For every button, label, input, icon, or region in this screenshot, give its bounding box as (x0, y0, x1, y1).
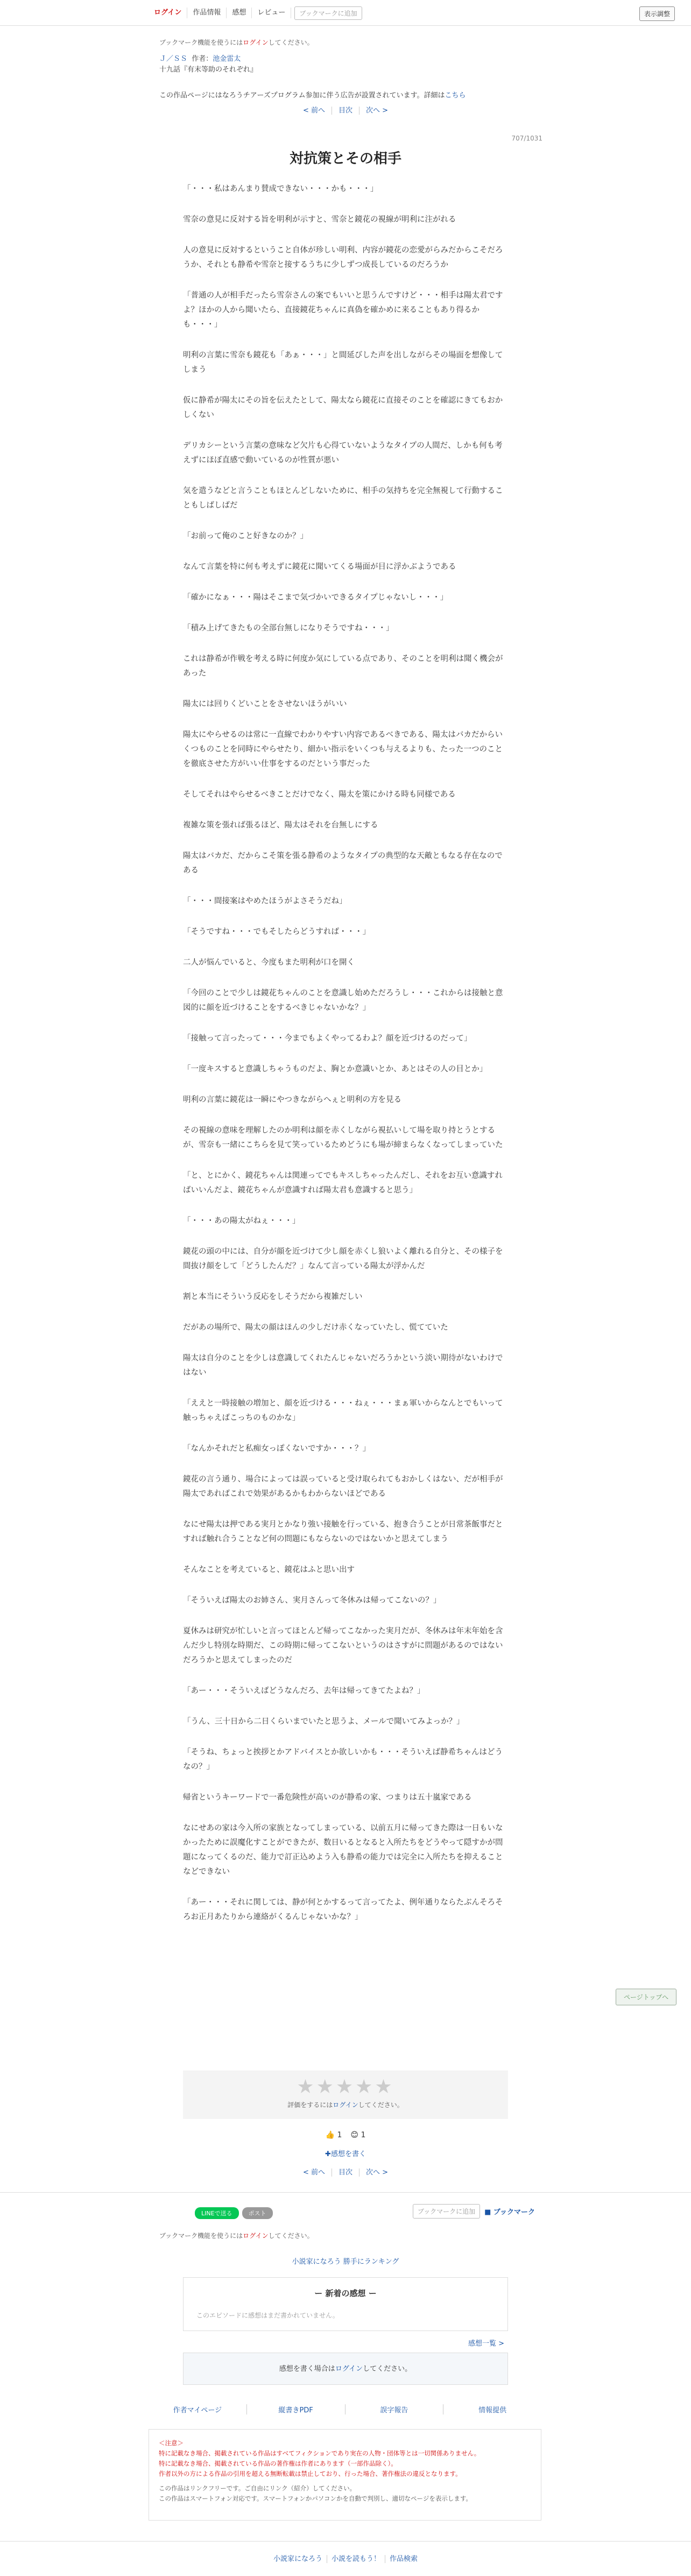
body-paragraph: 「積み上げてきたもの全部台無しになりそうですね・・・」 (183, 624, 394, 633)
review-login-prefix: 感想を書く場合は (279, 2365, 335, 2373)
review-login-box (183, 2353, 508, 2385)
body-paragraph: 陽太にやらせるのは常に一直線でわかりやすい内容であるべきである、陽太はバカだからいくつものことを同時にやらせたり、細かい指示をいくつも与えるよりも、たった一つのことを徹底させた方がいい仕事をするのだという事だった (183, 731, 503, 768)
review-login-link[interactable]: ログイン (335, 2365, 363, 2373)
body-paragraph: なにせあの家は今入所の家族となってしまっている、以前五月に帰ってきた際は一日もいなかったために誤魔化すことができたが、数日いるとなると入所たちをどうやって隠すかが問題になってくるのだ、能力で訂正込めよう入も静希の能力では完全に入所たちを抑えることなどできない (183, 1824, 503, 1876)
body-paragraph: 「・・・私はあんまり賛成できない・・・かも・・・」 (183, 185, 378, 193)
body-paragraph: 鏡花の言う通り、場合によっては誤っていると受け取られてもおかしくはない、だが相手が陽太であればこれで効果があるかもわからないほどである (183, 1475, 503, 1498)
works-link[interactable]: 作品情報 (187, 8, 227, 18)
body-paragraph: 雪奈の意見に反対する旨を明利が示すと、雪奈と鏡花の視線が明利に注がれる (183, 215, 456, 224)
body-paragraph: なんて言葉を特に何も考えずに鏡花に聞いてくる場面が目に浮かぶようである (183, 563, 456, 571)
body-paragraph: 「・・・間接案はやめたほうがよさそうだね」 (183, 897, 347, 906)
reaction-thumbs[interactable]: 👍 1 (325, 2131, 342, 2139)
new-reviews-box (183, 2277, 508, 2331)
share-bar (195, 2207, 273, 2219)
post-share-button[interactable]: ポスト (242, 2207, 273, 2219)
body-paragraph: 「今回のことで少しは鏡花ちゃんのことを意識し始めただろうし・・・これからは接触と意図的に顔を近づけることをするべきじゃないかな？」 (183, 989, 503, 1012)
divider (0, 2192, 691, 2193)
line-share-button[interactable]: LINEで送る (195, 2207, 239, 2219)
rating-suffix: してください。 (358, 2101, 404, 2109)
reviews-list-link[interactable]: 感想一覧 > (468, 2340, 505, 2348)
author-link[interactable]: 池金雷太 (213, 55, 241, 63)
body-paragraph: 「あー・・・そういえばどうなんだろ、去年は帰ってきてたよね？」 (183, 1687, 425, 1695)
display-settings-button[interactable]: 表示調整 (639, 6, 675, 21)
vertical-pdf-link[interactable]: 縦書きPDF (246, 2404, 345, 2414)
novel-info (159, 54, 257, 75)
body-paragraph: 陽太には回りくどいことをさせないほうがいい (183, 700, 347, 708)
rating-stars[interactable]: ★★★★★ (297, 2076, 394, 2098)
body-paragraph: 人の意見に反対するということ自体が珍しい明利、内容が鏡花の恋愛がらみだからこそだろうか、それとも静希や雪奈と接するうちに少しずつ成長しているのだろうか (183, 246, 503, 269)
notice2-login-link[interactable]: ログイン (243, 2232, 269, 2240)
pager-bottom (0, 2166, 691, 2177)
login-link[interactable]: ログイン (149, 8, 187, 18)
review2-link[interactable]: レビュー (252, 8, 291, 18)
notice-suffix: してください。 (268, 39, 314, 46)
body-paragraph: そんなことを考えていると、鏡花はふと思い出す (183, 1566, 355, 1574)
bookmark-notice (159, 38, 314, 47)
body-paragraph: 明利の言葉に雪奈も鏡花も「あぁ・・・」と間延びした声を出しながらその場面を想像してしまう (183, 351, 503, 374)
ad-note-link[interactable]: こちら (445, 92, 466, 100)
bookmark-button[interactable]: ■ ブックマーク (484, 2208, 535, 2216)
author-label: 作者： (192, 55, 213, 63)
write-review-link[interactable]: ✚感想を書く (325, 2150, 366, 2158)
novel-title-link[interactable]: Ｊ／ＳＳ (159, 55, 188, 63)
notice-login-link[interactable]: ログイン (243, 39, 269, 46)
typo-report-link[interactable]: 誤字報告 (345, 2404, 443, 2414)
body-paragraph: これは静希が作戦を考える時に何度か気にしている点であり、そのことを明利は聞く機会があった (183, 655, 503, 678)
index-link-bottom[interactable]: 目次 (332, 2168, 359, 2177)
body-paragraph: 「確かになぁ・・・陽はそこまで気づかいできるタイプじゃないし・・・」 (183, 593, 448, 602)
next-link[interactable]: 次へ > (359, 107, 394, 115)
page-count: 707/1031 (511, 135, 542, 142)
footer-head: ＜注意＞ (159, 2439, 184, 2447)
search-link[interactable]: 作品検索 (385, 2555, 422, 2563)
prev-link-bottom[interactable]: < 前へ (302, 2168, 325, 2177)
body-paragraph: 夏休みは研究が忙しいと言ってほとんど帰ってこなかった実月だが、冬休みは年末年始を含んだ少し特別な時期だ、この時期に帰ってこないというのはさすがに問題があるのではないだろうかと思えてしまったのだ (183, 1627, 503, 1665)
bookmark-add-button-bottom[interactable]: ブックマークに追加 (413, 2204, 480, 2219)
body-paragraph: 「と、とにかく、鏡花ちゃんは関連ってでもキスしちゃったんだし、それをお互い意識すればいいんだよ、鏡花ちゃんが意識すれば陽太君も意識すると思う」 (183, 1171, 503, 1195)
body-paragraph: 帰省というキーワードで一番危険性が高いのが静希の家、つまりは五十嵐家である (183, 1793, 472, 1802)
body-paragraph: 「お前って俺のこと好きなのか？」 (183, 532, 308, 541)
ad-note (159, 89, 466, 100)
footer-link-row (149, 2404, 541, 2414)
yomou-link[interactable]: 小説を読もう！ (327, 2555, 385, 2563)
body-paragraph: 明利の言葉に鏡花は一瞬にやつきながらへぇと明利の方を見る (183, 1096, 401, 1104)
pager-top (0, 104, 691, 115)
ranking-link[interactable]: 小説家になろう 勝手にランキング (292, 2258, 399, 2266)
reactions (0, 2131, 691, 2139)
next-link-bottom[interactable]: 次へ > (359, 2168, 394, 2177)
no-reviews-text: このエピソードに感想はまだ書かれていません。 (196, 2312, 339, 2319)
chapter-title: 十九話『有末等助のそれぞれ』 (159, 66, 258, 74)
body-paragraph: 「なんかそれだと私痴女っぽくないですか・・・？」 (183, 1444, 370, 1453)
top-nav (149, 4, 362, 22)
body-paragraph: 「一度キスすると意識しちゃうものだよ、胸とか意識いとか、あとはその人の目とか」 (183, 1065, 488, 1073)
novel-body (183, 182, 508, 1941)
body-paragraph: 二人が悩んでいると、今度もまた明利が口を開く (183, 958, 355, 967)
notice2-suffix: してください。 (268, 2232, 314, 2240)
rating-box (183, 2070, 508, 2119)
bookmark-add-button[interactable]: ブックマークに追加 (294, 6, 362, 20)
index-link[interactable]: 目次 (332, 107, 359, 115)
body-paragraph: 「接触って言ったって・・・今までもよくやってるわよ？顔を近づけるのだって」 (183, 1034, 472, 1043)
body-paragraph: 鏡花の頭の中には、自分が顔を近づけて少し顔を赤くし狼いよく離れる自分と、その様子を間抜け顔をして「どうしたんだ？」なんて言っている陽太が浮かんだ (183, 1247, 503, 1271)
body-paragraph: 「うん、三十日から二日くらいまでいたと思うよ、メールで聞いてみよっか？」 (183, 1717, 464, 1726)
body-paragraph: 「ええと一時接触の増加と、顔を近づける・・・ねぇ・・・まぁ軍いからなんとでもいって触っちゃえばこっちのものかな」 (183, 1399, 503, 1422)
narou-link[interactable]: 小説家になろう (273, 2555, 322, 2563)
bookmark-area (413, 2204, 535, 2219)
footer-line-4: この作品はリンクフリーです。ご自由にリンク（紹介）してください。 (159, 2484, 356, 2492)
top-bar (0, 0, 691, 26)
body-paragraph: 「そうですね・・・でもそしたらどうすれば・・・」 (183, 928, 370, 936)
bookmark-notice-bottom (159, 2231, 314, 2240)
body-paragraph: なにせ陽太は押である実月とかなり強い接触を行っている、抱き合うことが日常茶飯事だとすれば触れ合うことなど何の問題にもならないのではないかと思えてしまう (183, 1520, 503, 1543)
body-paragraph: 陽太はバカだ、だからこそ策を張る静希のようなタイプの典型的な天敵ともなる存在なのである (183, 852, 503, 875)
body-paragraph: 「・・・あの陽太がねぇ・・・」 (183, 1217, 300, 1225)
author-mypage-link[interactable]: 作者マイページ (173, 2406, 222, 2414)
new-reviews-title: ー 新着の感想 ー (314, 2289, 377, 2298)
body-paragraph: 「普通の人が相手だったら雪奈さんの案でもいいと思うんですけど・・・相手は陽太君ですよ？ほかの人から聞いたら、直接鏡花ちゃんに真偽を確かめに来ることもあり得るかも・・・」 (183, 291, 503, 329)
body-paragraph: 「そうね、ちょっと挨拶とかアドバイスとか欲しいかも・・・そういえば静希ちゃんはどうなの？」 (183, 1748, 503, 1771)
body-paragraph: そしてそれはやらせるべきことだけでなく、陽太を策にかける時も同様である (183, 790, 456, 799)
body-paragraph: 割と本当にそういう反応をしそうだから複雑だしい (183, 1293, 363, 1301)
reviews-link[interactable]: 感想 (227, 8, 252, 18)
body-paragraph: 陽太は自分のことを少しは意識してくれたんじゃないだろうかという淡い期待がないわけではない (183, 1354, 503, 1377)
rating-text (183, 2100, 508, 2109)
footer-divider (0, 2541, 691, 2542)
notice2-text: ブックマーク機能を使うには (159, 2232, 243, 2240)
footer-line-1: 特に記載なき場合、掲載されている作品はすべてフィクションであり実在の人物・団体等とは一切関係ありません。 (159, 2449, 481, 2457)
footer-line-3: 作者以外の方による作品の引用を超える無断転載は禁止しており、行った場合、著作権法の違反となります。 (159, 2470, 462, 2477)
review-login-suffix: してください。 (363, 2365, 412, 2373)
body-paragraph: デリカシーという言葉の意味など欠片も心得ていないようなタイプの人間だ、しかも何も考えずにほぼ直感で動いているのが性質が悪い (183, 441, 503, 465)
episode-title: 対抗策とその相手 (289, 151, 401, 167)
notice-text: ブックマーク機能を使うには (159, 39, 243, 46)
footer-line-5: この作品はスマートフォン対応です。スマートフォンかパソコンかを自動で判別し、適切なページを表示します。 (159, 2495, 472, 2502)
body-paragraph: その視線の意味を理解したのか明利は顔を赤くしながら視払いして場を取り持とうとするが、雪奈も一緒にこちらを見て笑っているためどうにも場が締まらなくなってしまっていた (183, 1126, 503, 1149)
info-report-link[interactable]: 情報提供 (443, 2404, 541, 2414)
body-paragraph: だがあの場所で、陽太の顔はほんの少しだけ赤くなっていたし、慌てていた (183, 1323, 448, 1332)
body-paragraph: 気を遣うなどと言うこともほとんどしないために、相手の気持ちを完全無視して行動することもしばしばだ (183, 487, 503, 510)
rating-login-link[interactable]: ログイン (333, 2101, 358, 2109)
body-paragraph: 複雑な策を張れば張るほど、陽太はそれを台無しにする (183, 821, 378, 830)
page-top-button[interactable]: ページトップへ (616, 1989, 676, 2005)
site-footer-links (0, 2553, 691, 2563)
body-paragraph: 「そういえば陽太のお姉さん、実月さんって冬休みは帰ってこないの？」 (183, 1596, 441, 1605)
rating-prefix: 評価をするには (287, 2101, 333, 2109)
body-paragraph: 仮に静希が陽太にその旨を伝えたとして、陽太なら鏡花に直接そのことを確認にきてもおかしくない (183, 396, 503, 419)
prev-link[interactable]: < 前へ (302, 107, 325, 115)
footer-line-2: 特に記載なき場合、掲載されている作品の著作権は作者にあります（一部作品除く）。 (159, 2460, 397, 2467)
ad-note-text: この作品ページにはなろうチアーズプログラム参加に伴う広告が設置されています。詳細は (159, 92, 445, 100)
reaction-smile[interactable]: 😊 1 (350, 2131, 366, 2139)
body-paragraph: 「あー・・・それに関しては、静が何とかするって言ってたよ、例年通りならたぶんそろそろお正月あたりから連絡がくるんじゃないかな？」 (183, 1898, 503, 1921)
footer-notice (149, 2429, 541, 2521)
